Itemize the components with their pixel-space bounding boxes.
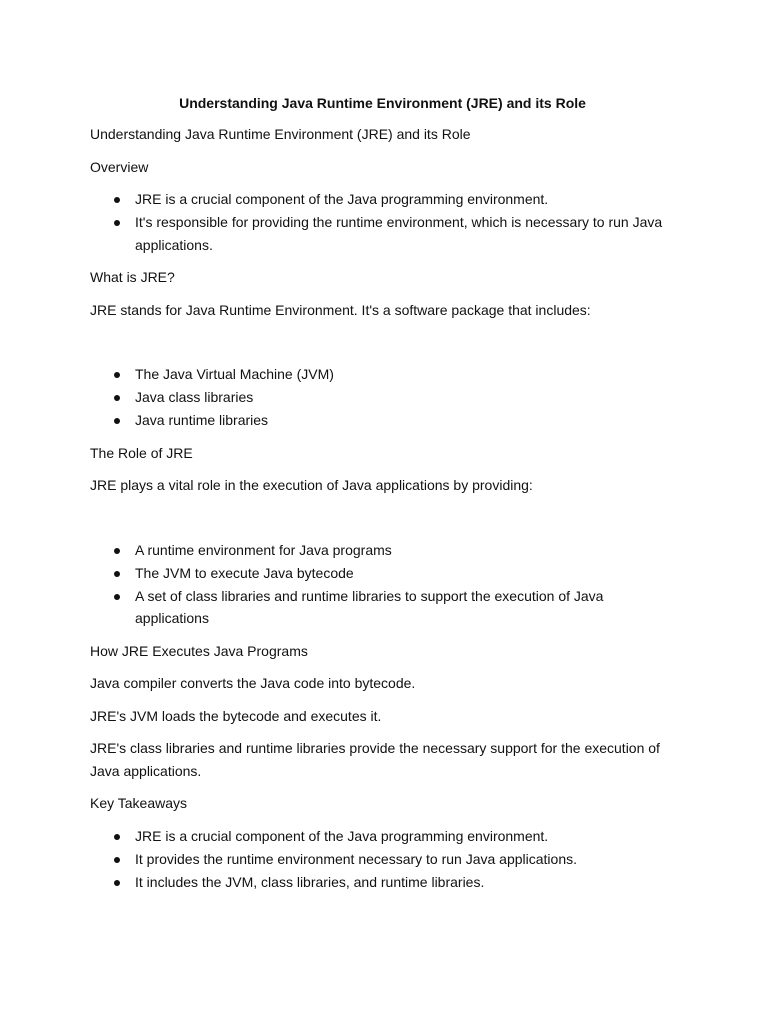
list-item-text: JRE is a crucial component of the Java programming environment. bbox=[135, 191, 549, 207]
list-item bbox=[90, 188, 675, 211]
how-heading: How JRE Executes Java Programs bbox=[90, 642, 308, 659]
list-item-text: Java class libraries bbox=[135, 389, 254, 405]
overview-list bbox=[90, 188, 675, 256]
bullet-icon bbox=[114, 418, 120, 424]
bullet-icon bbox=[114, 220, 120, 226]
list-item-text: A runtime environment for Java programs bbox=[135, 541, 392, 558]
bullet-icon bbox=[114, 372, 120, 378]
list-item bbox=[90, 363, 675, 386]
list-item bbox=[90, 825, 675, 848]
list-item-text: The JVM to execute Java bytecode bbox=[135, 564, 354, 581]
how-paragraph: Java compiler converts the Java code into bytecode. bbox=[90, 675, 416, 691]
bullet-icon bbox=[114, 594, 120, 600]
list-item bbox=[90, 848, 675, 871]
how-paragraph: JRE's class libraries and runtime libraries provide the necessary support for the execution of Java applications. bbox=[90, 740, 660, 779]
takeaways-list bbox=[90, 825, 675, 894]
bullet-icon bbox=[114, 880, 120, 886]
what-list bbox=[90, 363, 675, 432]
list-item bbox=[90, 562, 675, 585]
role-heading: The Role of JRE bbox=[90, 444, 193, 461]
what-heading: What is JRE? bbox=[90, 269, 175, 285]
bullet-icon bbox=[114, 395, 120, 401]
document-title: Understanding Java Runtime Environment (JRE) and its Role bbox=[179, 95, 586, 111]
list-item-text: It's responsible for providing the runtime environment, which is necessary to run Java applications. bbox=[135, 214, 663, 253]
list-item-text: Java runtime libraries bbox=[135, 412, 269, 428]
list-item bbox=[90, 871, 675, 894]
role-list bbox=[90, 539, 675, 630]
bullet-icon bbox=[114, 197, 120, 203]
list-item bbox=[90, 539, 675, 562]
overview-heading: Overview bbox=[90, 158, 149, 175]
list-item bbox=[90, 409, 675, 432]
how-paragraph: JRE's JVM loads the bytecode and executes it. bbox=[90, 707, 382, 724]
document-subtitle: Understanding Java Runtime Environment (JRE) and its Role bbox=[90, 126, 471, 142]
document-body bbox=[90, 92, 675, 903]
list-item-text: The Java Virtual Machine (JVM) bbox=[135, 366, 334, 382]
list-item-text: It provides the runtime environment necessary to run Java applications. bbox=[135, 850, 578, 867]
takeaways-heading: Key Takeaways bbox=[90, 795, 188, 811]
bullet-icon bbox=[114, 571, 120, 577]
list-item bbox=[90, 386, 675, 409]
bullet-icon bbox=[114, 834, 120, 840]
list-item-text: A set of class libraries and runtime libraries to support the execution of Java applications bbox=[135, 587, 604, 626]
list-item-text: It includes the JVM, class libraries, and runtime libraries. bbox=[135, 873, 485, 890]
bullet-icon bbox=[114, 548, 120, 554]
what-text: JRE stands for Java Runtime Environment. It's a software package that includes: bbox=[90, 301, 591, 318]
list-item bbox=[90, 211, 675, 256]
list-item-text: JRE is a crucial component of the Java programming environment. bbox=[135, 827, 549, 844]
bullet-icon bbox=[114, 857, 120, 863]
list-item bbox=[90, 585, 675, 630]
role-text: JRE plays a vital role in the execution of Java applications by providing: bbox=[90, 477, 533, 493]
